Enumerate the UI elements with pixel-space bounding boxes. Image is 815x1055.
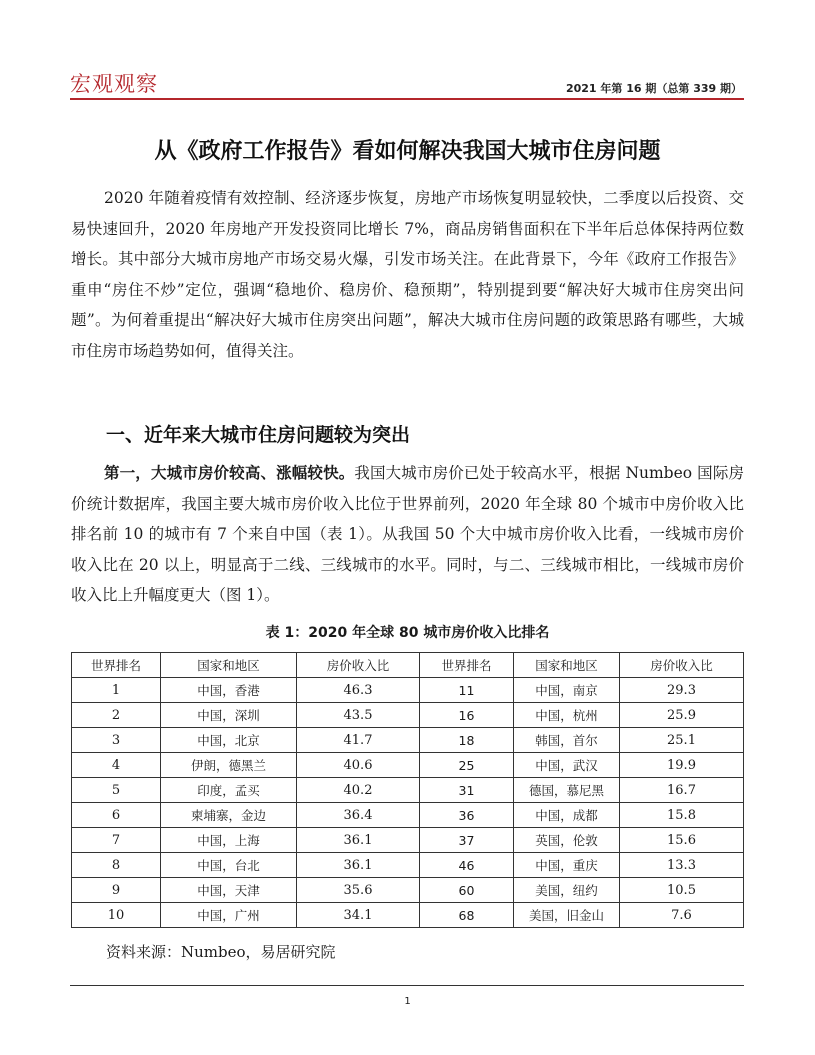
- header-region-2: 国家和地区: [514, 653, 620, 678]
- first-point-body: 我国大城市房价已处于较高水平，根据 Numbeo 国际房价统计数据库，我国主要大城市房价收入比位于世界前列，2020 年全球 80 个城市中房价收入比排名前 10 的城市有 7 个来自中国（表 1）。从我国 50 个大中城市房价收入比看，一线城市房价收入比在 20 以上，明显高于二线、三线城市的水平。同时，与二、三线城市相比，一线城市房价收入比上升幅度更大（图 1）。: [71, 464, 744, 604]
- rank-cell: 1: [72, 678, 161, 703]
- ratio-cell: 16.7: [620, 778, 744, 803]
- rank-cell: 9: [72, 878, 161, 903]
- rank-cell: 31: [420, 778, 514, 803]
- table-row: [72, 678, 744, 703]
- ratio-cell: 36.1: [297, 853, 420, 878]
- region-cell: 德国，慕尼黑: [514, 778, 620, 803]
- first-point-lead: 第一，大城市房价较高、涨幅较快。: [104, 464, 355, 482]
- ratio-cell: 25.9: [620, 703, 744, 728]
- rank-cell: 36: [420, 803, 514, 828]
- header-rank-1: 世界排名: [72, 653, 161, 678]
- region-cell: 美国，旧金山: [514, 903, 620, 928]
- ratio-cell: 36.1: [297, 828, 420, 853]
- ratio-cell: 35.6: [297, 878, 420, 903]
- ratio-cell: 43.5: [297, 703, 420, 728]
- rank-cell: 6: [72, 803, 161, 828]
- region-cell: 中国，武汉: [514, 753, 620, 778]
- rank-cell: 5: [72, 778, 161, 803]
- region-cell: 韩国，首尔: [514, 728, 620, 753]
- region-cell: 中国，深圳: [161, 703, 297, 728]
- rank-cell: 8: [72, 853, 161, 878]
- region-cell: 柬埔寨，金边: [161, 803, 297, 828]
- table-row: [72, 753, 744, 778]
- intro-paragraph: 2020 年随着疫情有效控制、经济逐步恢复，房地产市场恢复明显较快，二季度以后投资、交易快速回升，2020 年房地产开发投资同比增长 7%，商品房销售面积在下半年后总体保持两位数增长。其中部分大城市房地产市场交易火爆，引发市场关注。在此背景下，今年《政府工作报告》重申“房住不炒”定位，强调“稳地价、稳房价、稳预期”，特别提到要“解决好大城市住房突出问题”。为何着重提出“解决好大城市住房突出问题”，解决大城市住房问题的政策思路有哪些，大城市住房市场趋势如何，值得关注。: [71, 189, 744, 360]
- first-point-paragraph: [71, 458, 744, 611]
- rank-cell: 7: [72, 828, 161, 853]
- table-row: [72, 728, 744, 753]
- region-cell: 美国，纽约: [514, 878, 620, 903]
- table-row: [72, 803, 744, 828]
- table-source-note: 资料来源：Numbeo，易居研究院: [106, 943, 336, 961]
- footer-divider: [70, 985, 744, 986]
- ratio-cell: 7.6: [620, 903, 744, 928]
- ratio-cell: 41.7: [297, 728, 420, 753]
- table-row: [72, 878, 744, 903]
- region-cell: 印度，孟买: [161, 778, 297, 803]
- region-cell: 中国，南京: [514, 678, 620, 703]
- ratio-cell: 29.3: [620, 678, 744, 703]
- table-row: [72, 778, 744, 803]
- rank-cell: 16: [420, 703, 514, 728]
- region-cell: 伊朗，德黑兰: [161, 753, 297, 778]
- table-caption: 表 1：2020 年全球 80 城市房价收入比排名: [265, 625, 550, 641]
- masthead: [70, 68, 742, 98]
- region-cell: 中国，重庆: [514, 853, 620, 878]
- ratio-cell: 13.3: [620, 853, 744, 878]
- page-number: 1: [404, 996, 411, 1007]
- region-cell: 中国，天津: [161, 878, 297, 903]
- publication-brand: 宏观观察: [70, 72, 158, 96]
- ratio-cell: 40.2: [297, 778, 420, 803]
- ratio-cell: 15.6: [620, 828, 744, 853]
- header-ratio-1: 房价收入比: [297, 653, 420, 678]
- ratio-cell: 36.4: [297, 803, 420, 828]
- header-region-1: 国家和地区: [161, 653, 297, 678]
- rank-cell: 11: [420, 678, 514, 703]
- header-divider: [70, 98, 744, 100]
- region-cell: 中国，成都: [514, 803, 620, 828]
- rank-cell: 46: [420, 853, 514, 878]
- table-row: [72, 703, 744, 728]
- rank-cell: 10: [72, 903, 161, 928]
- region-cell: 中国，台北: [161, 853, 297, 878]
- rank-cell: 60: [420, 878, 514, 903]
- ratio-cell: 19.9: [620, 753, 744, 778]
- region-cell: 中国，上海: [161, 828, 297, 853]
- rank-cell: 68: [420, 903, 514, 928]
- ratio-cell: 25.1: [620, 728, 744, 753]
- region-cell: 中国，香港: [161, 678, 297, 703]
- region-cell: 中国，北京: [161, 728, 297, 753]
- region-cell: 英国，伦敦: [514, 828, 620, 853]
- issue-number: 2021 年第 16 期（总第 339 期）: [565, 82, 742, 95]
- header-ratio-2: 房价收入比: [620, 653, 744, 678]
- table-row: [72, 903, 744, 928]
- table-row: [72, 853, 744, 878]
- rank-cell: 4: [72, 753, 161, 778]
- header-rank-2: 世界排名: [420, 653, 514, 678]
- rank-cell: 3: [72, 728, 161, 753]
- ratio-cell: 15.8: [620, 803, 744, 828]
- article-title: 从《政府工作报告》看如何解决我国大城市住房问题: [154, 139, 661, 164]
- ratio-cell: 10.5: [620, 878, 744, 903]
- rank-cell: 37: [420, 828, 514, 853]
- ranking-table: [71, 652, 744, 928]
- region-cell: 中国，广州: [161, 903, 297, 928]
- region-cell: 中国，杭州: [514, 703, 620, 728]
- ratio-cell: 34.1: [297, 903, 420, 928]
- table-header-row: [72, 653, 744, 678]
- rank-cell: 25: [420, 753, 514, 778]
- section-heading: 一、近年来大城市住房问题较为突出: [106, 424, 411, 446]
- rank-cell: 2: [72, 703, 161, 728]
- table-row: [72, 828, 744, 853]
- ratio-cell: 46.3: [297, 678, 420, 703]
- rank-cell: 18: [420, 728, 514, 753]
- ratio-cell: 40.6: [297, 753, 420, 778]
